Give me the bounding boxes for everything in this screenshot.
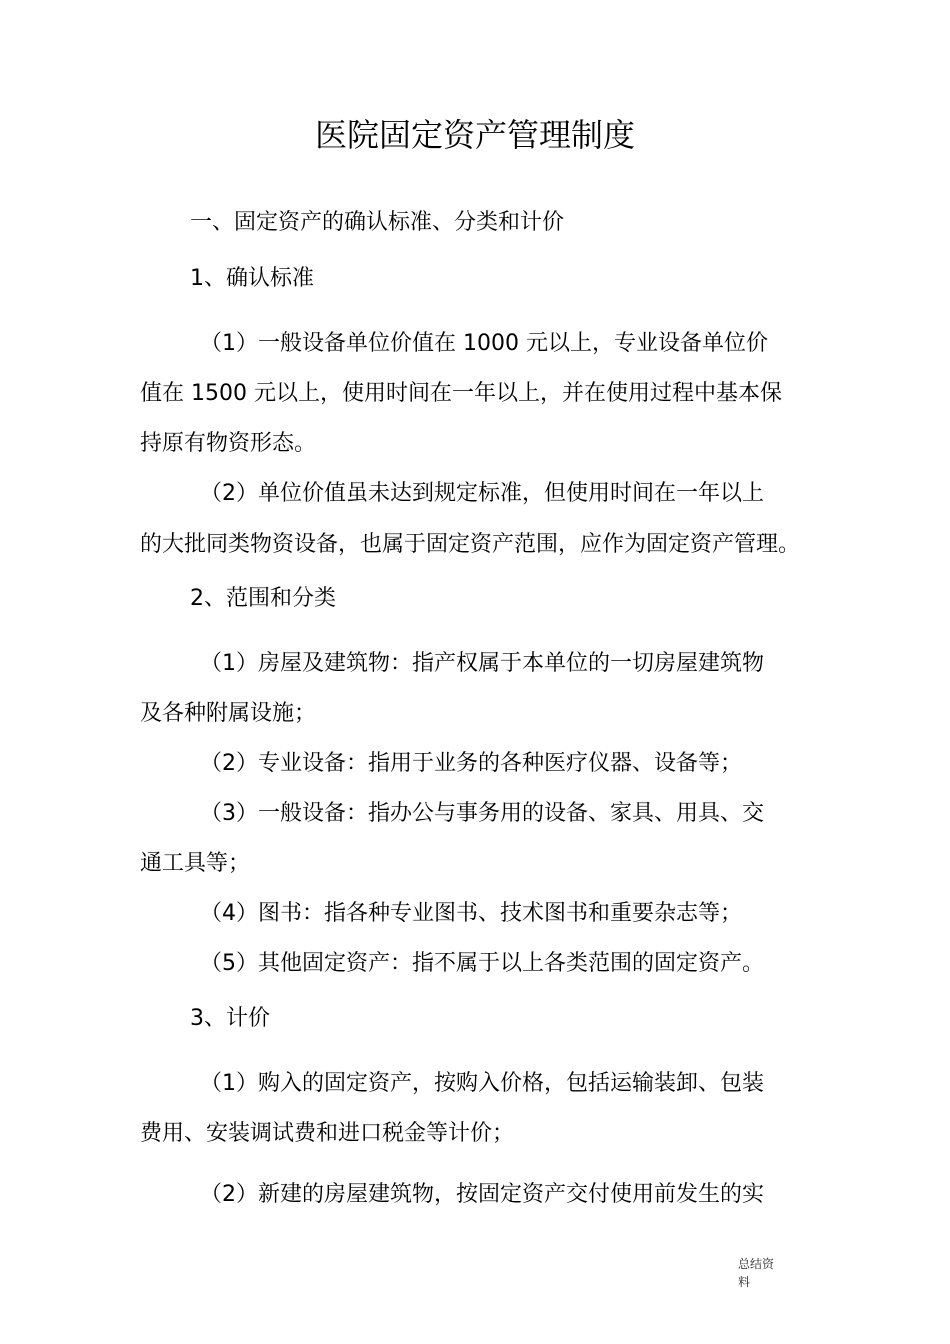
footer-line: 总结资 <box>738 1257 775 1271</box>
subsection-heading-3: 3、计价 <box>190 1006 270 1031</box>
paragraph-line: （4）图书：指各种专业图书、技术图书和重要杂志等； <box>200 901 742 926</box>
document-title: 医院固定资产管理制度 <box>314 116 635 154</box>
paragraph-line: （2）专业设备：指用于业务的各种医疗仪器、设备等； <box>200 751 742 776</box>
paragraph-line: （1）房屋及建筑物：指产权属于本单位的一切房屋建筑物 <box>200 651 764 676</box>
paragraph-line: 及各种附属设施； <box>140 701 317 726</box>
paragraph-line: （3）一般设备：指办公与事务用的设备、家具、用具、交 <box>200 801 764 826</box>
paragraph-line: （1）购入的固定资产，按购入价格，包括运输装卸、包装 <box>200 1071 764 1096</box>
paragraph-line: 值在 1500 元以上，使用时间在一年以上，并在使用过程中基本保 <box>140 381 782 406</box>
subsection-heading-2: 2、范围和分类 <box>190 586 336 611</box>
paragraph-line: （2）新建的房屋建筑物，按固定资产交付使用前发生的实 <box>200 1182 764 1207</box>
section-heading-1: 一、固定资产的确认标准、分类和计价 <box>190 210 565 235</box>
paragraph-line: 费用、安装调试费和进口税金等计价； <box>140 1121 515 1146</box>
footer-line: 料 <box>738 1275 751 1289</box>
paragraph-line: （5）其他固定资产：指不属于以上各类范围的固定资产。 <box>200 951 764 976</box>
subsection-heading-1: 1、确认标准 <box>190 266 314 291</box>
paragraph-line: （1）一般设备单位价值在 1000 元以上，专业设备单位价 <box>200 331 768 356</box>
paragraph-line: 的大批同类物资设备，也属于固定资产范围，应作为固定资产管理。 <box>140 532 801 557</box>
paragraph-line: 通工具等； <box>140 851 251 876</box>
paragraph-line: （2）单位价值虽未达到规定标准，但使用时间在一年以上 <box>200 481 764 506</box>
paragraph-line: 持原有物资形态。 <box>140 431 317 456</box>
footer-note <box>738 1255 798 1291</box>
